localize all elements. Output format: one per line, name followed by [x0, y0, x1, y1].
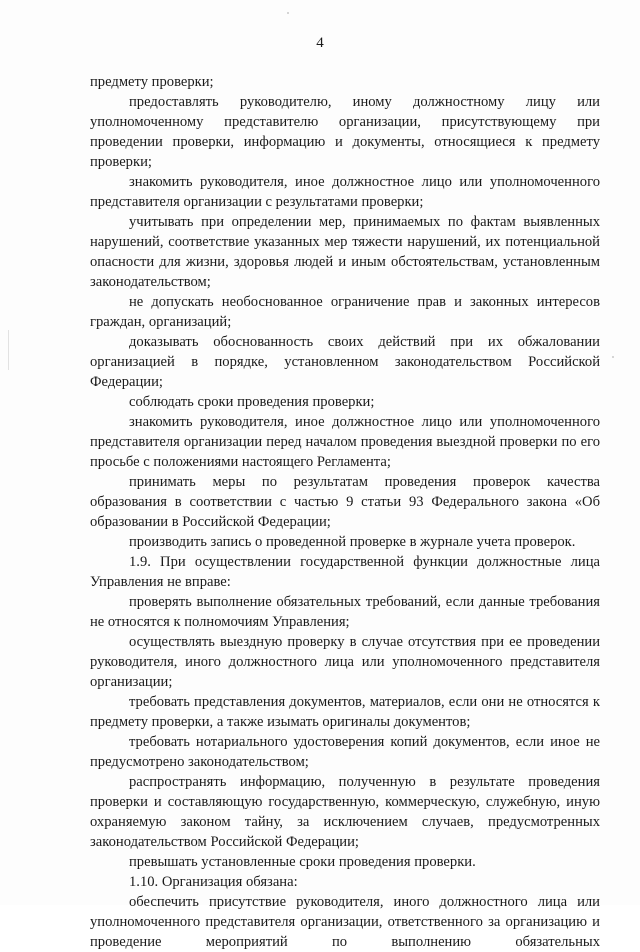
document-body [90, 72, 600, 952]
paragraph: принимать меры по результатам проведения проверок качества образования в соответствии с частью 9 статьи 93 Федерального закона «Об образовании в Российской Федерации; [90, 474, 600, 530]
scan-margin-mark [8, 330, 9, 370]
scan-speck [287, 12, 289, 14]
paragraph: требовать нотариального удостоверения копий документов, если иное не предусмотрено законодательством; [90, 734, 600, 770]
paragraph: 1.9. При осуществлении государственной функции должностные лица Управления не вправе: [90, 554, 600, 590]
paragraph: распространять информацию, полученную в результате проведения проверки и составляющую государственную, коммерческую, служебную, иную охраняемую законом тайну, за исключением случаев, предусмотренных законодательством Российской Федерации; [90, 774, 600, 850]
paragraph: проверять выполнение обязательных требований, если данные требования не относятся к полномочиям Управления; [90, 594, 600, 630]
paragraph: не допускать необоснованное ограничение прав и законных интересов граждан, организаций; [90, 294, 600, 330]
paragraph: 1.10. Организация обязана: [129, 874, 298, 890]
paragraph: соблюдать сроки проведения проверки; [129, 394, 375, 410]
paragraph: требовать представления документов, материалов, если они не относятся к предмету проверки, а также изымать оригиналы документов; [90, 694, 600, 730]
paragraph: осуществлять выездную проверку в случае отсутствия при ее проведении руководителя, иного должностного лица или уполномоченного представителя организации; [90, 634, 600, 690]
scan-speck [612, 356, 614, 358]
paragraph: знакомить руководителя, иное должностное лицо или уполномоченного представителя организации с результатами проверки; [90, 174, 600, 210]
paragraph: обеспечить присутствие руководителя, иного должностного лица или уполномоченного представителя организации, ответственного за организацию и проведение мероприятий по выполнению обязательных [90, 894, 600, 950]
paragraph: предмету проверки; [90, 74, 214, 90]
paragraph: превышать установленные сроки проведения проверки. [129, 854, 476, 870]
paragraph: доказывать обоснованность своих действий при их обжаловании организацией в порядке, установленном законодательством Российской Федерации; [90, 334, 600, 390]
page-number: 4 [316, 35, 324, 51]
paragraph: производить запись о проведенной проверке в журнале учета проверок. [129, 534, 576, 550]
paragraph: знакомить руководителя, иное должностное лицо или уполномоченного представителя организации перед началом проведения выездной проверки по его просьбе с положениями настоящего Регламента; [90, 414, 600, 470]
paragraph: предоставлять руководителю, иному должностному лицу или уполномоченному представителю организации, присутствующему при проведении проверки, информацию и документы, относящиеся к предмету проверки; [90, 94, 600, 170]
paragraph: учитывать при определении мер, принимаемых по фактам выявленных нарушений, соответствие указанных мер тяжести нарушений, их потенциальной опасности для жизни, здоровья людей и иным обстоятельствам, установленным законодательством; [90, 214, 600, 290]
